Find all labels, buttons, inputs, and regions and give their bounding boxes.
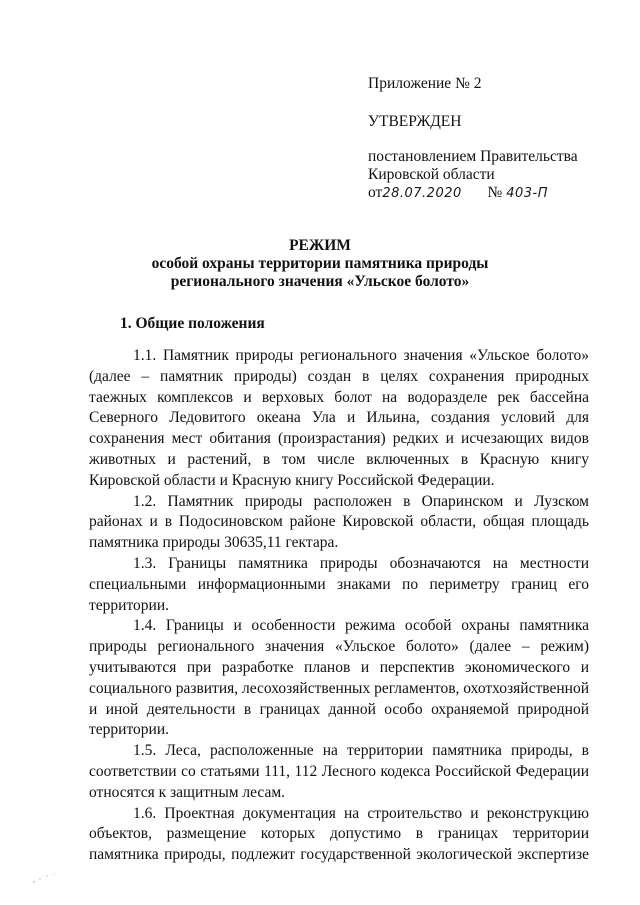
approved-label: УТВЕРЖДЕН <box>368 113 462 130</box>
decree-line-1: постановлением Правительства <box>368 148 578 165</box>
paragraph-1-3: 1.3. Границы памятника природы обозначаются на местности специальными информационными знаками по периметру границ его территории. <box>89 554 589 614</box>
number-prefix: № <box>487 184 503 201</box>
date-prefix: от <box>368 184 383 201</box>
paragraph-1-4: 1.4. Границы и особенности режима особой охраны памятника природы регионального значения «Ульское болото» (далее – режим) учитываются при разработке планов и перспектив экономического и социального развития, лесохозяйственных регламентов, охотхозяйственной и иной деятельности в границах данной особо охраняемой природной территории. <box>89 617 589 739</box>
document-subtitle-line-1: особой охраны территории памятника природы <box>151 255 489 272</box>
section-heading: 1. Общие положения <box>120 315 265 332</box>
handwritten-number: 403-П <box>506 186 548 201</box>
annex-label: Приложение № 2 <box>368 75 482 92</box>
paragraph-1-6: 1.6. Проектная документация на строительство и реконструкцию объектов, размещение которых допустимо в границах территории памятника природы, подлежит государственной экологической экспертизе <box>89 804 589 864</box>
scan-specks <box>30 870 70 893</box>
decree-date-number <box>368 183 548 204</box>
section-body <box>89 346 589 866</box>
scan-noise-icon <box>30 870 70 890</box>
handwritten-date: 28.07.2020 <box>382 186 462 201</box>
paragraph-1-5: 1.5. Леса, расположенные на территории памятника природы, в соответствии со статьями 111, 112 Лесного кодекса Российской Федерации относятся к защитным лесам. <box>89 742 589 801</box>
document-subtitle-line-2: регионального значения «Ульское болото» <box>170 273 470 290</box>
document-title: РЕЖИМ <box>289 237 351 254</box>
decree-line-2: Кировской области <box>368 166 495 183</box>
paragraph-1-1: 1.1. Памятник природы регионального значения «Ульское болото» (далее – памятник природы) создан в целях сохранения природных таежных комплексов и верховых болот на водоразделе рек бассейна Северного Ледовитого океана Ула и Ильина, создания условий для сохранения мест обитания (произрастания) редких и исчезающих видов животных и растений, в том числе включенных в Красную книгу Кировской области и Красную книгу Российской Федерации. <box>89 347 589 489</box>
paragraph-1-2: 1.2. Памятник природы расположен в Опаринском и Лузском районах и в Подосиновском районе Кировской области, общая площадь памятника природы 30635,11 гектара. <box>89 492 589 552</box>
